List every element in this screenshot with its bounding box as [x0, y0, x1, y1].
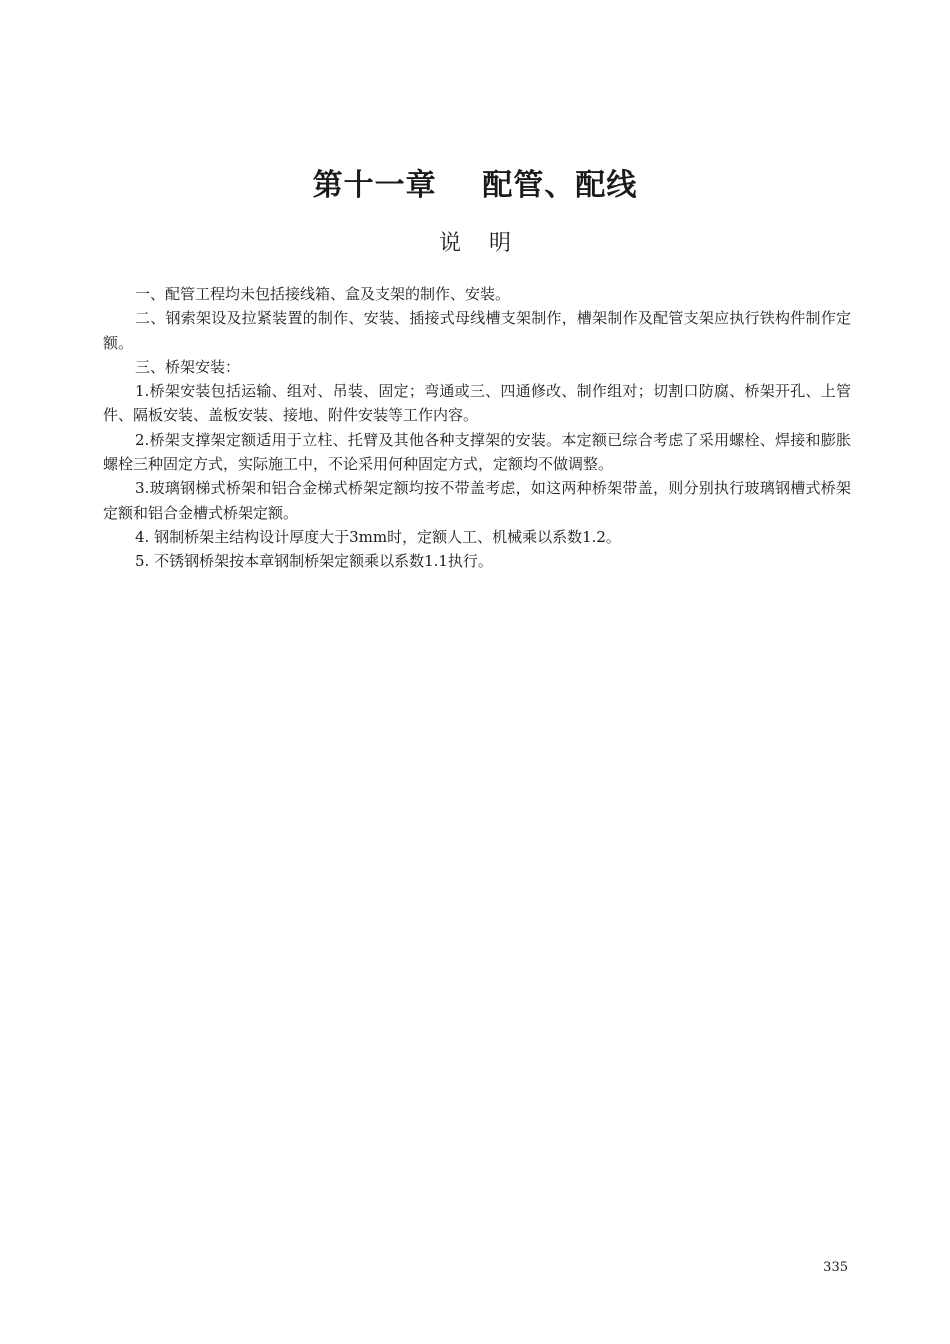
- paragraph-1: 一、配管工程均未包括接线箱、盒及支架的制作、安装。: [135, 285, 511, 303]
- section-title: 说 明: [439, 231, 511, 256]
- page-number: 335: [823, 1260, 848, 1275]
- paragraph-3-3: 3.玻璃钢梯式桥架和铝合金梯式桥架定额均按不带盖考虑，如这两种桥架带盖，则分别执行玻璃钢槽式桥架定额和铝合金槽式桥架定额。: [103, 479, 851, 522]
- paragraph-2: 二、钢索架设及拉紧装置的制作、安装、插接式母线槽支架制作，槽架制作及配管支架应执行铁构件制作定额。: [103, 309, 851, 352]
- paragraph-3-4: 4. 钢制桥架主结构设计厚度大于3mm时，定额人工、机械乘以系数1.2。: [135, 527, 621, 546]
- paragraph-3-1: 1.桥架安装包括运输、组对、吊装、固定；弯通或三、四通修改、制作组对；切割口防腐、桥架开孔、上管件、隔板安装、盖板安装、接地、附件安装等工作内容。: [103, 382, 851, 425]
- paragraph-3-2: 2.桥架支撑架定额适用于立柱、托臂及其他各种支撑架的安装。本定额已综合考虑了采用螺栓、焊接和膨胀螺栓三种固定方式，实际施工中，不论采用何种固定方式，定额均不做调整。: [103, 430, 851, 474]
- chapter-title: 第十一章 配管、配线: [312, 168, 638, 203]
- explanation-body: [103, 282, 851, 574]
- paragraph-3-5: 5. 不锈钢桥架按本章钢制桥架定额乘以系数1.1执行。: [135, 552, 493, 571]
- paragraph-3: 三、桥架安装：: [135, 357, 241, 376]
